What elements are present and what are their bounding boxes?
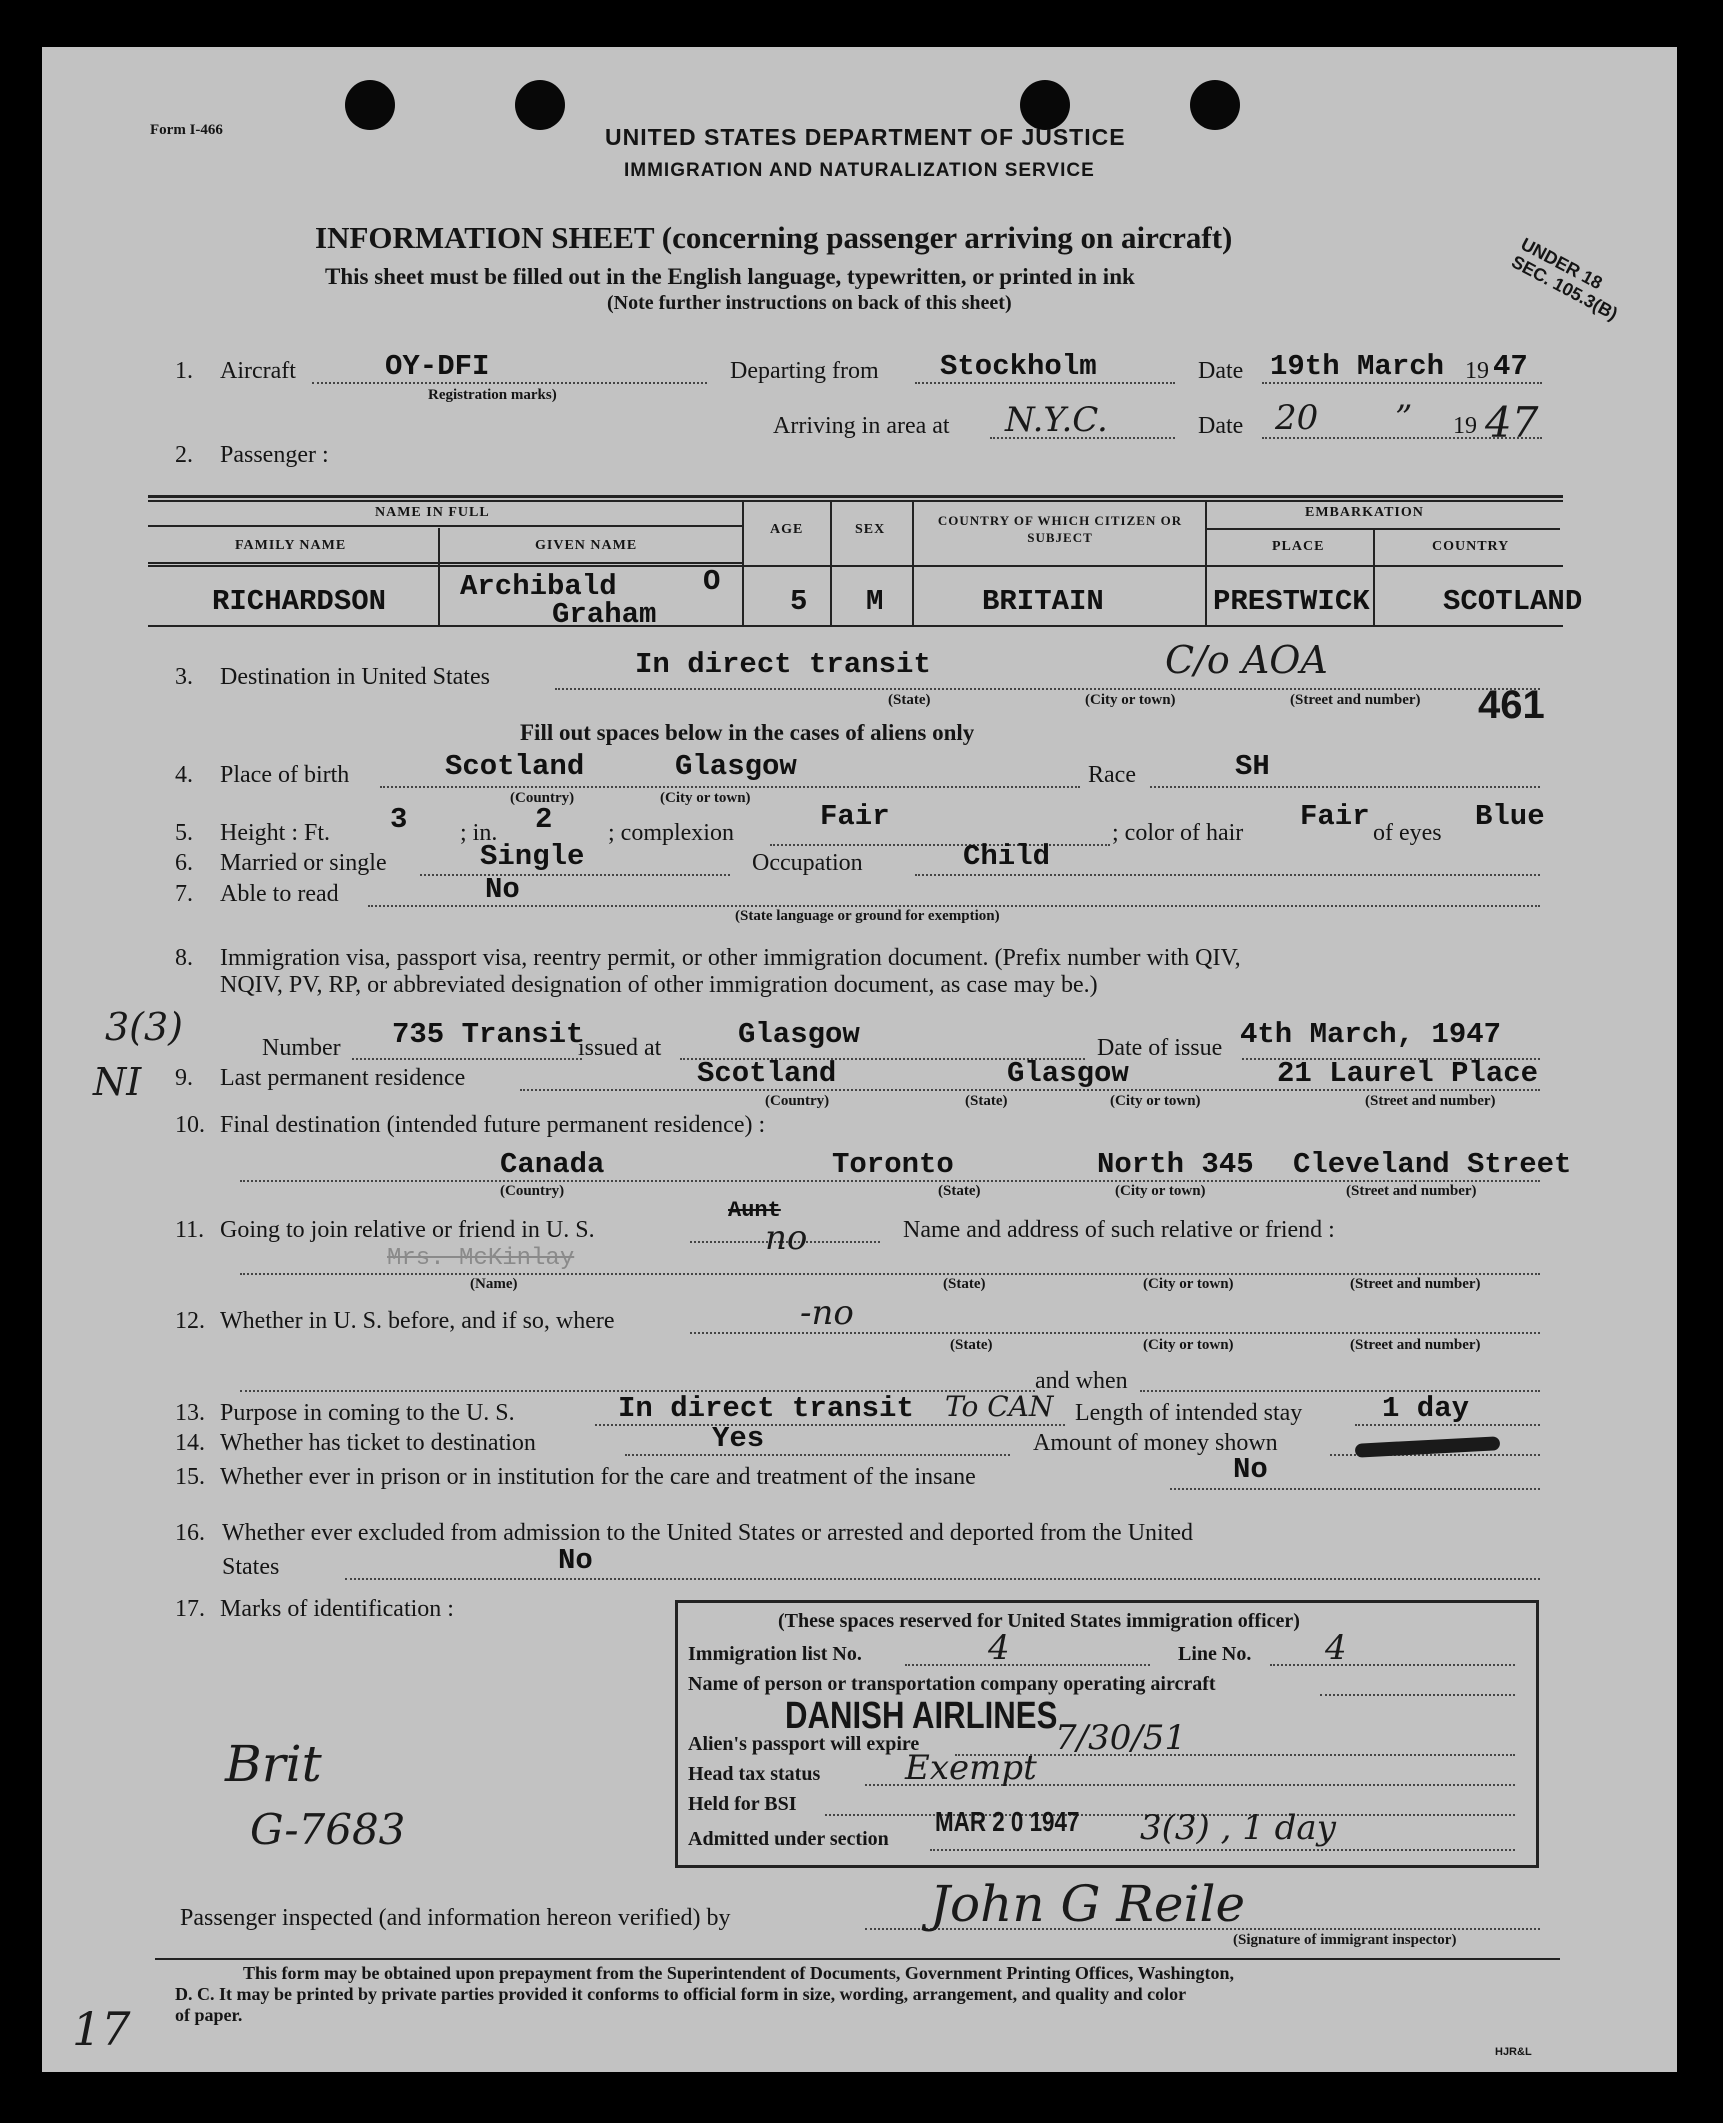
margin-note-section: 3(3) bbox=[105, 1005, 184, 1049]
excluded-label: Whether ever excluded from admission to the United States or arrested and deported from the United bbox=[222, 1520, 1194, 1546]
citizen-value: BRITAIN bbox=[982, 585, 1104, 618]
admitted-value: 3(3) , 1 day bbox=[1140, 1808, 1336, 1848]
admitted-line bbox=[930, 1849, 1515, 1851]
table-col-line bbox=[1205, 500, 1207, 625]
excluded-value: No bbox=[558, 1544, 593, 1577]
state-caption: (State) bbox=[965, 1093, 1008, 1109]
birthplace-line bbox=[380, 786, 1080, 788]
issue-date-label: Date of issue bbox=[1097, 1035, 1223, 1061]
occupation-value: Child bbox=[963, 840, 1051, 873]
relative-name-label: Name and address of such relative or friend : bbox=[903, 1217, 1335, 1243]
destination-label: Destination in United States bbox=[220, 664, 490, 690]
destination-value: In direct transit bbox=[635, 648, 931, 681]
final-country-value: Canada bbox=[500, 1148, 605, 1181]
inspection-label: Passenger inspected (and information hereon verified) by bbox=[180, 1905, 731, 1931]
line-value: 4 bbox=[1325, 1628, 1347, 1668]
punch-hole bbox=[345, 80, 395, 130]
join-label: Going to join relative or friend in U. S. bbox=[220, 1217, 595, 1243]
city-caption: (City or town) bbox=[1143, 1276, 1234, 1292]
purpose-label: Purpose in coming to the U. S. bbox=[220, 1400, 515, 1426]
table-top-rule bbox=[148, 495, 1563, 498]
prison-line bbox=[1170, 1488, 1540, 1490]
line-number-line bbox=[1270, 1664, 1515, 1666]
age-header: AGE bbox=[770, 522, 804, 537]
marital-line bbox=[420, 874, 730, 876]
punch-hole bbox=[1190, 80, 1240, 130]
height-ft-value: 3 bbox=[390, 803, 408, 836]
head-tax-label: Head tax status bbox=[688, 1763, 821, 1785]
city-caption: (City or town) bbox=[660, 790, 751, 806]
money-label: Amount of money shown bbox=[1033, 1430, 1278, 1456]
embarkation-country-header: COUNTRY bbox=[1432, 539, 1510, 554]
ticket-label: Whether has ticket to destination bbox=[220, 1430, 536, 1456]
list-label: Immigration list No. bbox=[688, 1643, 862, 1665]
departure-year-value: 47 bbox=[1493, 350, 1528, 383]
document-text-1: Immigration visa, passport visa, reentry permit, or other immigration document. (Prefix number with QIV, bbox=[220, 945, 1241, 971]
arriving-value: N.Y.C. bbox=[1005, 400, 1108, 440]
agency-name: UNITED STATES DEPARTMENT OF JUSTICE bbox=[605, 124, 1126, 150]
document-number-value: 735 Transit bbox=[392, 1018, 584, 1051]
service-name: IMMIGRATION AND NATURALIZATION SERVICE bbox=[624, 160, 1095, 181]
footer-rule bbox=[155, 1958, 1560, 1960]
item-number: 11. bbox=[175, 1217, 205, 1243]
departing-value: Stockholm bbox=[940, 350, 1097, 383]
margin-note-ni: NI bbox=[93, 1060, 142, 1104]
passport-expire-label: Alien's passport will expire bbox=[688, 1733, 920, 1755]
and-when-label: and when bbox=[1035, 1368, 1128, 1394]
name-in-full-header: NAME IN FULL bbox=[375, 505, 490, 520]
item-number: 7. bbox=[175, 881, 193, 907]
residence-state-value: Glasgow bbox=[1007, 1057, 1129, 1090]
item-number: 6. bbox=[175, 850, 193, 876]
year-prefix: 19 bbox=[1465, 358, 1489, 384]
read-caption: (State language or ground for exemption) bbox=[735, 908, 1000, 924]
item-number: 4. bbox=[175, 762, 193, 788]
marital-label: Married or single bbox=[220, 850, 387, 876]
given-name-value-2: Graham bbox=[552, 598, 657, 631]
form-number: Form I-466 bbox=[150, 122, 223, 138]
purpose-handwritten: To CAN bbox=[945, 1390, 1054, 1423]
race-line bbox=[1150, 786, 1540, 788]
complexion-label: ; complexion bbox=[608, 820, 734, 846]
corner-stamp: UNDER 18 SEC. 105.3(B) bbox=[1508, 233, 1621, 325]
item-number: 17. bbox=[175, 1596, 205, 1622]
birth-country-value: Scotland bbox=[445, 750, 585, 783]
final-city-value: North 345 bbox=[1097, 1148, 1254, 1181]
aircraft-caption: Registration marks) bbox=[428, 387, 557, 403]
state-caption: (State) bbox=[943, 1276, 986, 1292]
hair-label: ; color of hair bbox=[1112, 820, 1244, 846]
identification-handwritten-1: Brit bbox=[225, 1735, 322, 1793]
table-col-line bbox=[742, 500, 744, 625]
item-number: 13. bbox=[175, 1400, 205, 1426]
page-mark: 17 bbox=[72, 2002, 131, 2056]
table-top-rule bbox=[148, 500, 1563, 502]
sex-header: SEX bbox=[855, 522, 886, 537]
embarkation-header: EMBARKATION bbox=[1305, 505, 1424, 520]
passport-line bbox=[955, 1754, 1515, 1756]
operator-stamp: DANISH AIRLINES bbox=[785, 1695, 1058, 1737]
item-number: 3. bbox=[175, 664, 193, 690]
arriving-label: Arriving in area at bbox=[773, 413, 950, 439]
residence-label: Last permanent residence bbox=[220, 1065, 466, 1091]
prison-label: Whether ever in prison or in institution for the care and treatment of the insane bbox=[220, 1464, 976, 1490]
country-caption: (Country) bbox=[500, 1183, 565, 1199]
read-value: No bbox=[485, 873, 520, 906]
departing-label: Departing from bbox=[730, 358, 879, 384]
item-number: 15. bbox=[175, 1464, 205, 1490]
passenger-label: Passenger : bbox=[220, 442, 329, 468]
city-caption: (City or town) bbox=[1115, 1183, 1206, 1199]
arrival-year-value: 47 bbox=[1485, 398, 1539, 447]
admitted-label: Admitted under section bbox=[688, 1828, 889, 1850]
operator-label: Name of person or transportation company operating aircraft bbox=[688, 1673, 1216, 1695]
item-number: 12. bbox=[175, 1308, 205, 1334]
state-caption: (State) bbox=[938, 1183, 981, 1199]
table-col-line bbox=[1373, 528, 1375, 625]
final-street-value: Cleveland Street bbox=[1293, 1148, 1572, 1181]
excluded-line bbox=[345, 1578, 1540, 1580]
margin-number: 461 bbox=[1478, 683, 1545, 727]
identification-label: Marks of identification : bbox=[220, 1596, 454, 1622]
when-line bbox=[1140, 1390, 1540, 1392]
page-subtitle: This sheet must be filled out in the English language, typewritten, or printed in ink bbox=[325, 264, 1135, 289]
occupation-label: Occupation bbox=[752, 850, 863, 876]
printer-code: HJR&L bbox=[1495, 2046, 1532, 2058]
residence-country-value: Scotland bbox=[697, 1057, 837, 1090]
list-value: 4 bbox=[988, 1628, 1010, 1668]
item-number: 8. bbox=[175, 945, 193, 971]
complexion-value: Fair bbox=[820, 800, 890, 833]
ticket-value: Yes bbox=[712, 1422, 765, 1455]
arrival-month-value: ” bbox=[1395, 398, 1413, 438]
country-caption: (Country) bbox=[510, 790, 575, 806]
height-label: Height : Ft. bbox=[220, 820, 331, 846]
prison-value: No bbox=[1233, 1453, 1268, 1486]
given-name-value: Archibald bbox=[460, 570, 617, 603]
item-number: 5. bbox=[175, 820, 193, 846]
destination-handwritten: C/o AOA bbox=[1165, 638, 1328, 682]
table-rule bbox=[148, 562, 743, 564]
complexion-line bbox=[770, 844, 1110, 846]
year-prefix: 19 bbox=[1453, 413, 1477, 439]
embarkation-place-value: PRESTWICK bbox=[1213, 585, 1370, 618]
purpose-value: In direct transit bbox=[618, 1392, 914, 1425]
stay-label: Length of intended stay bbox=[1075, 1400, 1303, 1426]
aliens-heading: Fill out spaces below in the cases of aliens only bbox=[520, 720, 975, 745]
signature-caption: (Signature of immigrant inspector) bbox=[1233, 1932, 1457, 1948]
before-label: Whether in U. S. before, and if so, where bbox=[220, 1308, 615, 1334]
age-value: 5 bbox=[790, 585, 808, 618]
date-label: Date bbox=[1198, 358, 1244, 384]
relative-name-value: Mrs. McKinlay bbox=[387, 1245, 575, 1272]
ticket-line bbox=[625, 1454, 1010, 1456]
date-stamp: MAR 2 0 1947 bbox=[935, 1806, 1080, 1837]
excluded-label-2: States bbox=[222, 1554, 280, 1580]
birth-city-value: Glasgow bbox=[675, 750, 797, 783]
footer-text-1: This form may be obtained upon prepayment from the Superintendent of Documents, Government Printing Offices, Washington, bbox=[243, 1963, 1235, 1983]
height-in-label: ; in. bbox=[460, 820, 498, 846]
given-name-header: GIVEN NAME bbox=[535, 538, 638, 553]
race-value: SH bbox=[1235, 750, 1270, 783]
item-number: 9. bbox=[175, 1065, 193, 1091]
item-number: 16. bbox=[175, 1520, 205, 1546]
name-caption: (Name) bbox=[470, 1276, 518, 1292]
item-number: 10. bbox=[175, 1112, 205, 1138]
eyes-label: of eyes bbox=[1373, 820, 1442, 846]
issued-value: Glasgow bbox=[738, 1018, 860, 1051]
final-destination-label: Final destination (intended future permanent residence) : bbox=[220, 1112, 766, 1138]
page-title: INFORMATION SHEET (concerning passenger arriving on aircraft) bbox=[315, 220, 1233, 255]
identification-handwritten-2: G-7683 bbox=[250, 1805, 406, 1854]
street-caption: (Street and number) bbox=[1365, 1093, 1496, 1109]
destination-line bbox=[555, 688, 1540, 690]
sex-value: M bbox=[866, 585, 884, 618]
line-label: Line No. bbox=[1178, 1643, 1252, 1665]
item-number: 14. bbox=[175, 1430, 205, 1456]
item-number: 1. bbox=[175, 358, 193, 384]
street-caption: (Street and number) bbox=[1350, 1276, 1481, 1292]
height-in-value: 2 bbox=[535, 803, 553, 836]
table-bottom-rule bbox=[148, 625, 1563, 627]
head-tax-value: Exempt bbox=[905, 1748, 1037, 1788]
footer-text-3: of paper. bbox=[175, 2005, 243, 2025]
read-line bbox=[368, 905, 1540, 907]
country-caption: (Country) bbox=[765, 1093, 830, 1109]
join-value: no bbox=[765, 1218, 808, 1258]
final-state-value: Toronto bbox=[832, 1148, 954, 1181]
bsi-label: Held for BSI bbox=[688, 1793, 797, 1815]
inspector-signature: John G Reile bbox=[930, 1875, 1246, 1933]
punch-hole bbox=[515, 80, 565, 130]
table-rule bbox=[148, 525, 743, 527]
street-caption: (Street and number) bbox=[1350, 1337, 1481, 1353]
footer-text-2: D. C. It may be printed by private parties provided it conforms to official form in size, wording, arrangement, and quality and color bbox=[175, 1984, 1187, 2004]
citizen-header: COUNTRY OF WHICH CITIZEN OR SUBJECT bbox=[937, 513, 1183, 545]
state-caption: (State) bbox=[950, 1337, 993, 1353]
document-number-label: Number bbox=[262, 1035, 341, 1061]
item-number: 2. bbox=[175, 442, 193, 468]
aircraft-value: OY-DFI bbox=[385, 350, 490, 383]
city-caption: (City or town) bbox=[1143, 1337, 1234, 1353]
table-col-line bbox=[830, 500, 832, 625]
aircraft-label: Aircraft bbox=[220, 358, 296, 384]
hair-value: Fair bbox=[1300, 800, 1370, 833]
operator-line bbox=[1320, 1694, 1515, 1696]
aircraft-line bbox=[312, 382, 707, 384]
birthplace-label: Place of birth bbox=[220, 762, 350, 788]
city-caption: (City or town) bbox=[1110, 1093, 1201, 1109]
city-caption: (City or town) bbox=[1085, 692, 1176, 708]
officer-box-title: (These spaces reserved for United States immigration officer) bbox=[778, 1610, 1300, 1632]
date-label: Date bbox=[1198, 413, 1244, 439]
departure-date-value: 19th March bbox=[1270, 350, 1445, 383]
marital-value: Single bbox=[480, 840, 585, 873]
table-col-line bbox=[438, 528, 440, 625]
read-label: Able to read bbox=[220, 881, 339, 907]
table-col-line bbox=[912, 500, 914, 625]
punch-hole bbox=[1020, 80, 1070, 130]
table-rule bbox=[1205, 528, 1560, 530]
document-number-line bbox=[352, 1058, 582, 1060]
place-header: PLACE bbox=[1272, 539, 1325, 554]
table-rule bbox=[148, 565, 1563, 567]
issued-label: issued at bbox=[578, 1035, 662, 1061]
before-value: -no bbox=[800, 1293, 854, 1333]
stay-value: 1 day bbox=[1382, 1392, 1470, 1425]
relative-line bbox=[240, 1273, 1540, 1275]
embarkation-country-value: SCOTLAND bbox=[1443, 585, 1583, 618]
street-caption: (Street and number) bbox=[1290, 692, 1421, 708]
occupation-line bbox=[915, 874, 1540, 876]
eyes-value: Blue bbox=[1475, 800, 1545, 833]
family-name-header: FAMILY NAME bbox=[235, 538, 347, 553]
passport-expire-value: 7/30/51 bbox=[1055, 1718, 1187, 1758]
residence-street-value: 21 Laurel Place bbox=[1277, 1057, 1539, 1090]
street-caption: (Street and number) bbox=[1346, 1183, 1477, 1199]
state-caption: (State) bbox=[888, 692, 931, 708]
list-line bbox=[905, 1664, 1150, 1666]
instructions-note: (Note further instructions on back of this sheet) bbox=[607, 292, 1012, 314]
join-struck-value: Aunt bbox=[728, 1198, 781, 1223]
race-label: Race bbox=[1088, 762, 1136, 788]
family-name-value: RICHARDSON bbox=[212, 585, 387, 618]
issue-date-value: 4th March, 1947 bbox=[1240, 1018, 1502, 1051]
document-text-2: NQIV, PV, RP, or abbreviated designation of other immigration document, as case may be.) bbox=[220, 972, 1098, 998]
arrival-day-value: 20 bbox=[1275, 398, 1319, 438]
given-name-mark: O bbox=[703, 565, 721, 598]
